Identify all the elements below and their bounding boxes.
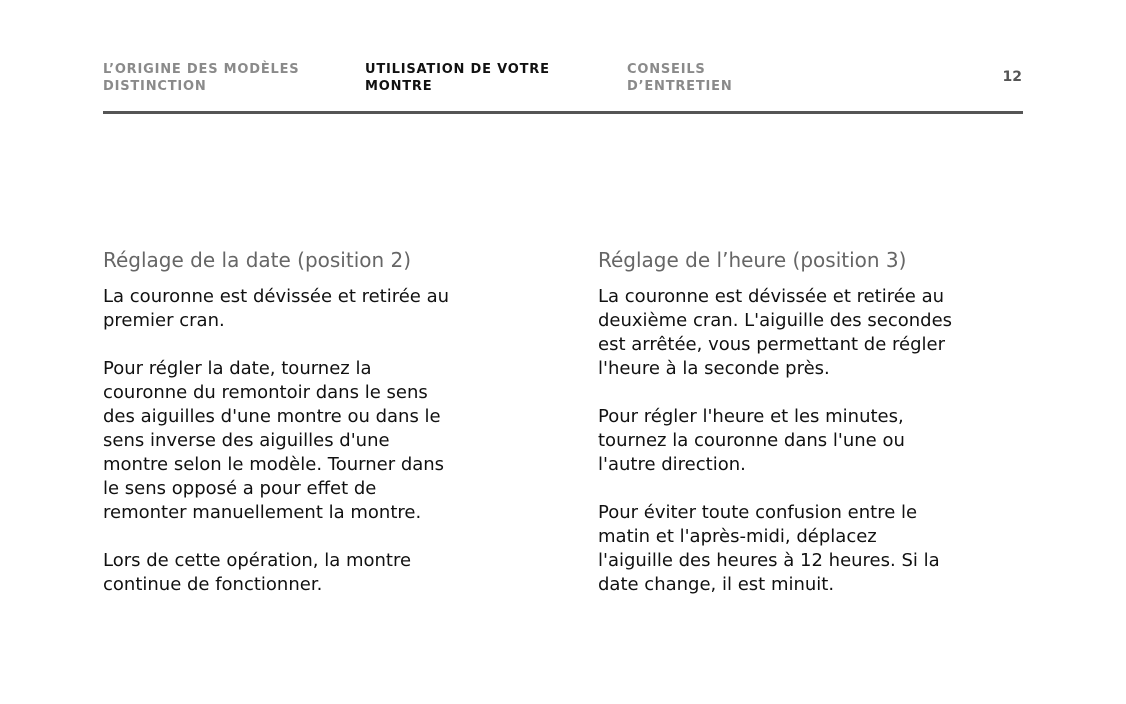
text-line: Pour régler l'heure et les minutes, [598,406,904,427]
header-divider [103,111,1023,114]
text-line: Pour régler la date, tournez la [103,358,372,379]
text-line: remonter manuellement la montre. [103,502,422,523]
text-line: La couronne est dévissée et retirée au [598,286,945,307]
text-line: Pour éviter toute confusion entre le [598,502,918,523]
text-line: date change, il est minuit. [598,574,835,595]
column-date-setting [103,247,543,621]
text-line: matin et l'après-midi, déplacez [598,526,877,547]
text-line: tournez la couronne dans l'une ou [598,430,905,451]
body-paragraph [103,549,543,597]
text-line: continue de fonctionner. [103,574,323,595]
nav-utilisation-montre[interactable] [365,61,585,95]
nav-label-line: DISTINCTION [103,79,207,94]
text-line: premier cran. [103,310,225,331]
body-paragraph [103,357,543,525]
text-line: le sens opposé a pour effet de [103,478,377,499]
text-line: deuxième cran. L'aiguille des secondes [598,310,953,331]
text-line: est arrêtée, vous permettant de régler [598,334,945,355]
nav-label-line: L’ORIGINE DES MODÈLES [103,62,300,77]
body-paragraph [598,285,1038,381]
text-line: Lors de cette opération, la montre [103,550,412,571]
nav-origine-des-modeles[interactable] [103,61,323,95]
nav-label-line: UTILISATION DE VOTRE [365,62,550,77]
text-line: La couronne est dévissée et retirée au [103,286,450,307]
text-line: couronne du remontoir dans le sens [103,382,428,403]
nav-label-line: MONTRE [365,79,433,94]
body-paragraph [598,405,1038,477]
nav-label-line: D’ENTRETIEN [627,79,733,94]
column-time-setting [598,247,1038,621]
nav-label-line: CONSEILS [627,62,706,77]
body-paragraph [103,285,543,333]
body-paragraph [598,501,1038,597]
text-line: montre selon le modèle. Tourner dans [103,454,445,475]
section-heading: Réglage de l’heure (position 3) [598,248,907,272]
text-line: l'autre direction. [598,454,746,475]
page-number: 12 [1002,69,1022,85]
text-line: sens inverse des aiguilles d'une [103,430,390,451]
text-line: l'heure à la seconde près. [598,358,830,379]
text-line: l'aiguille des heures à 12 heures. Si la [598,550,940,571]
text-line: des aiguilles d'une montre ou dans le [103,406,441,427]
nav-conseils-entretien[interactable] [627,61,847,95]
section-heading: Réglage de la date (position 2) [103,248,412,272]
